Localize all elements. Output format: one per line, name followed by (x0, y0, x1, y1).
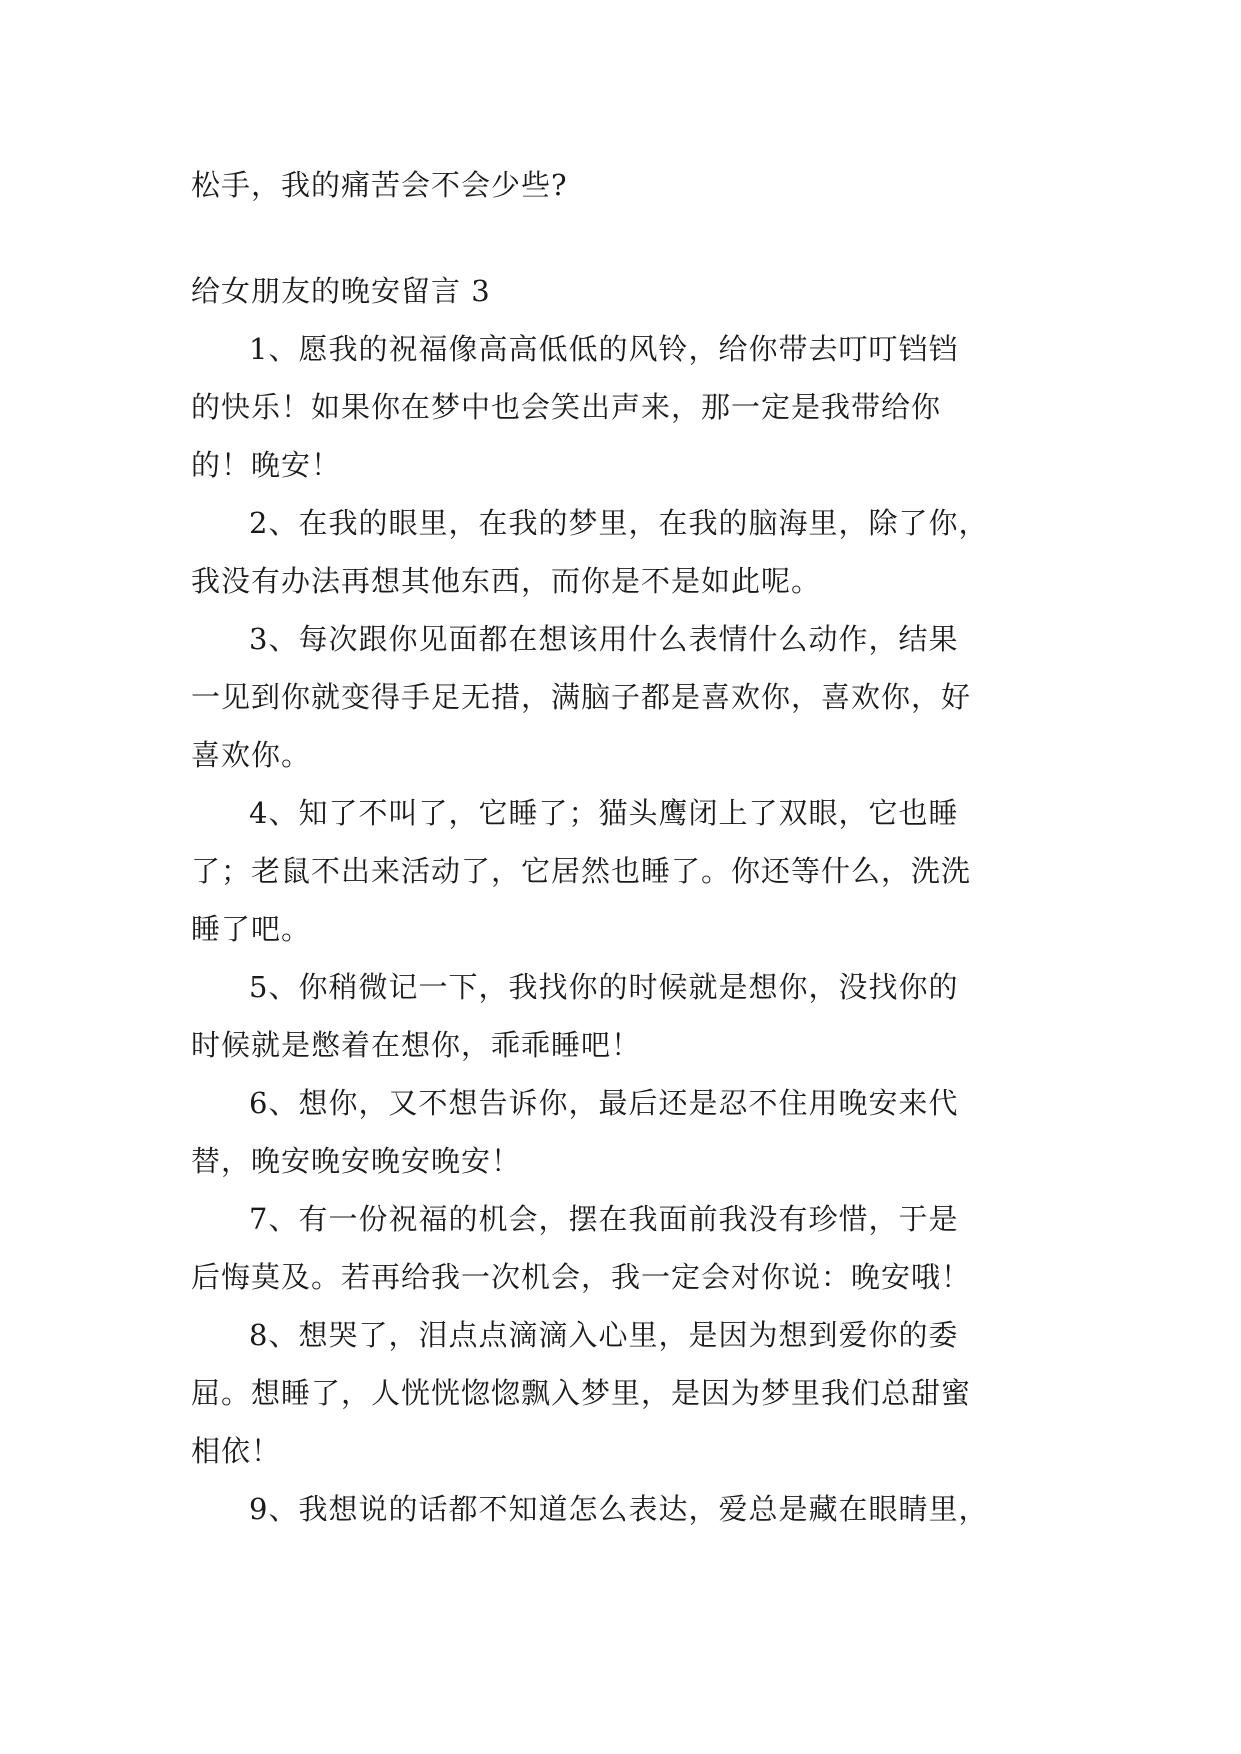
paragraph-line: 7、有一份祝福的机会，摆在我面前我没有珍惜，于是 (249, 1202, 959, 1236)
continuation-text: 松手，我的痛苦会不会少些? (191, 168, 568, 202)
paragraph-line: 2、在我的眼里，在我的梦里，在我的脑海里，除了你， (249, 506, 989, 540)
paragraph-line: 替，晚安晚安晚安晚安！ (191, 1144, 522, 1178)
paragraph-5 (191, 958, 1061, 1074)
paragraph-line: 的！晚安！ (191, 448, 342, 482)
paragraph-line: 5、你稍微记一下，我找你的时候就是想你，没找你的 (249, 970, 959, 1004)
paragraph-line: 8、想哭了，泪点点滴滴入心里，是因为想到爱你的委 (249, 1318, 959, 1352)
paragraph-line: 6、想你，又不想告诉你，最后还是忍不住用晚安来代 (249, 1086, 959, 1120)
paragraph-line: 一见到你就变得手足无措，满脑子都是喜欢你，喜欢你，好 (191, 680, 972, 714)
paragraph-line: 的快乐！如果你在梦中也会笑出声来，那一定是我带给你 (191, 390, 942, 424)
paragraph-line: 1、愿我的祝福像高高低低的风铃，给你带去叮叮铛铛 (249, 332, 959, 366)
document-body (191, 156, 1061, 1538)
paragraph-line: 睡了吧。 (191, 912, 312, 946)
paragraph-line: 时候就是憋着在想你，乖乖睡吧！ (191, 1028, 642, 1062)
paragraph-6 (191, 1074, 1061, 1190)
paragraph-7 (191, 1190, 1061, 1306)
paragraph-8 (191, 1306, 1061, 1480)
paragraph-4 (191, 784, 1061, 958)
paragraph-line: 3、每次跟你见面都在想该用什么表情什么动作，结果 (249, 622, 959, 656)
paragraph-line: 相依！ (191, 1434, 282, 1468)
paragraph-9 (191, 1480, 1061, 1538)
section-heading: 给女朋友的晚安留言 3 (191, 274, 491, 308)
paragraph-line: 了；老鼠不出来活动了，它居然也睡了。你还等什么，洗洗 (191, 854, 972, 888)
paragraph-2 (191, 494, 1061, 610)
paragraph-line: 9、我想说的话都不知道怎么表达，爱总是藏在眼睛里， (249, 1492, 989, 1526)
paragraph-line: 我没有办法再想其他东西，而你是不是如此呢。 (191, 564, 822, 598)
paragraph-1 (191, 320, 1061, 494)
paragraph-line: 喜欢你。 (191, 738, 312, 772)
paragraph-line: 4、知了不叫了，它睡了；猫头鹰闭上了双眼，它也睡 (249, 796, 959, 830)
paragraph-line: 后悔莫及。若再给我一次机会，我一定会对你说：晚安哦！ (191, 1260, 972, 1294)
paragraph-3 (191, 610, 1061, 784)
paragraph-line: 屈。想睡了，人恍恍惚惚飘入梦里，是因为梦里我们总甜蜜 (191, 1376, 972, 1410)
